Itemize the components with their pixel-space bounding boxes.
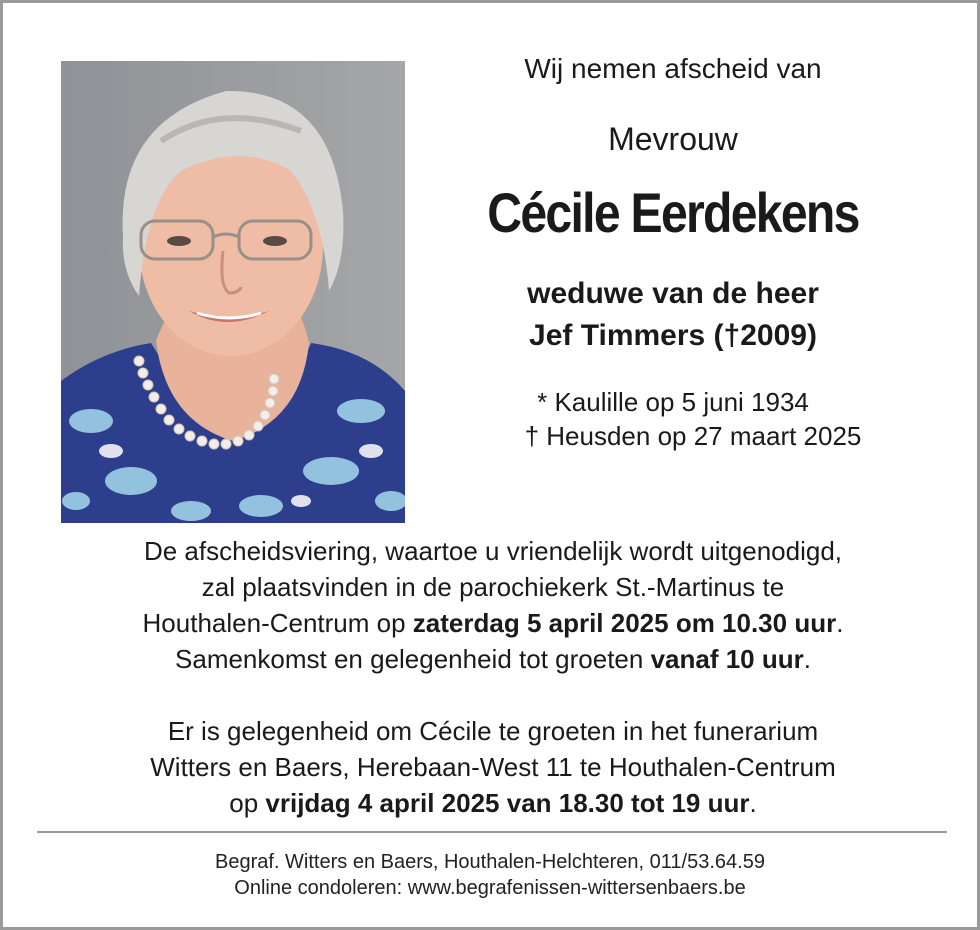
viewing-line-3 — [23, 785, 963, 821]
divider — [37, 831, 947, 833]
ceremony-line-4 — [23, 641, 963, 677]
ceremony-line-1: De afscheidsviering, waartoe u vriendelijk wordt uitgenodigd, — [143, 536, 843, 566]
funeral-home-footer — [3, 849, 977, 901]
death-date: † Heusden op 27 maart 2025 — [524, 421, 862, 451]
ceremony-line-3 — [23, 605, 963, 641]
ceremony-line-4-text: Samenkomst en gelegenheid tot groeten — [175, 644, 651, 674]
viewing-date-time: vrijdag 4 april 2025 van 18.30 tot 19 uur — [265, 788, 750, 818]
honorific: Mevrouw — [608, 121, 738, 157]
gathering-time: vanaf 10 uur — [650, 644, 804, 674]
ceremony-line-4-end: . — [803, 644, 811, 674]
birth-date: * Kaulille op 5 juni 1934 — [537, 387, 809, 417]
paragraph-gap — [23, 677, 963, 713]
ceremony-details — [23, 533, 963, 821]
viewing-line-3-end: . — [749, 788, 757, 818]
online-condolences: Online condoleren: www.begrafenissen-wittersenbaers.be — [234, 877, 746, 899]
spouse-line-2: Jef Timmers (†2009) — [529, 319, 817, 352]
ceremony-line-2: zal plaatsvinden in de parochiekerk St.-Martinus te — [201, 572, 785, 602]
ceremony-line-3-text: Houthalen-Centrum op — [142, 608, 413, 638]
viewing-line-1: Er is gelegenheid om Cécile te groeten in het funerarium — [167, 716, 819, 746]
intro-text: Wij nemen afscheid van — [524, 53, 822, 84]
spouse-info — [423, 273, 923, 357]
ceremony-date-time: zaterdag 5 april 2025 om 10.30 uur — [412, 608, 837, 638]
announcement-header — [423, 53, 923, 453]
portrait-photo — [61, 61, 405, 523]
spouse-line-1: weduwe van de heer — [527, 277, 819, 310]
portrait-illustration — [61, 61, 405, 523]
ceremony-line-3-end: . — [836, 608, 844, 638]
viewing-line-2: Witters en Baers, Herebaan-West 11 te Houthalen-Centrum — [150, 752, 836, 782]
viewing-line-3-text: op — [229, 788, 266, 818]
funeral-home-contact: Begraf. Witters en Baers, Houthalen-Helchteren, 011/53.64.59 — [215, 851, 765, 873]
deceased-name: Cécile Eerdekens — [487, 181, 859, 244]
life-dates — [423, 385, 923, 453]
